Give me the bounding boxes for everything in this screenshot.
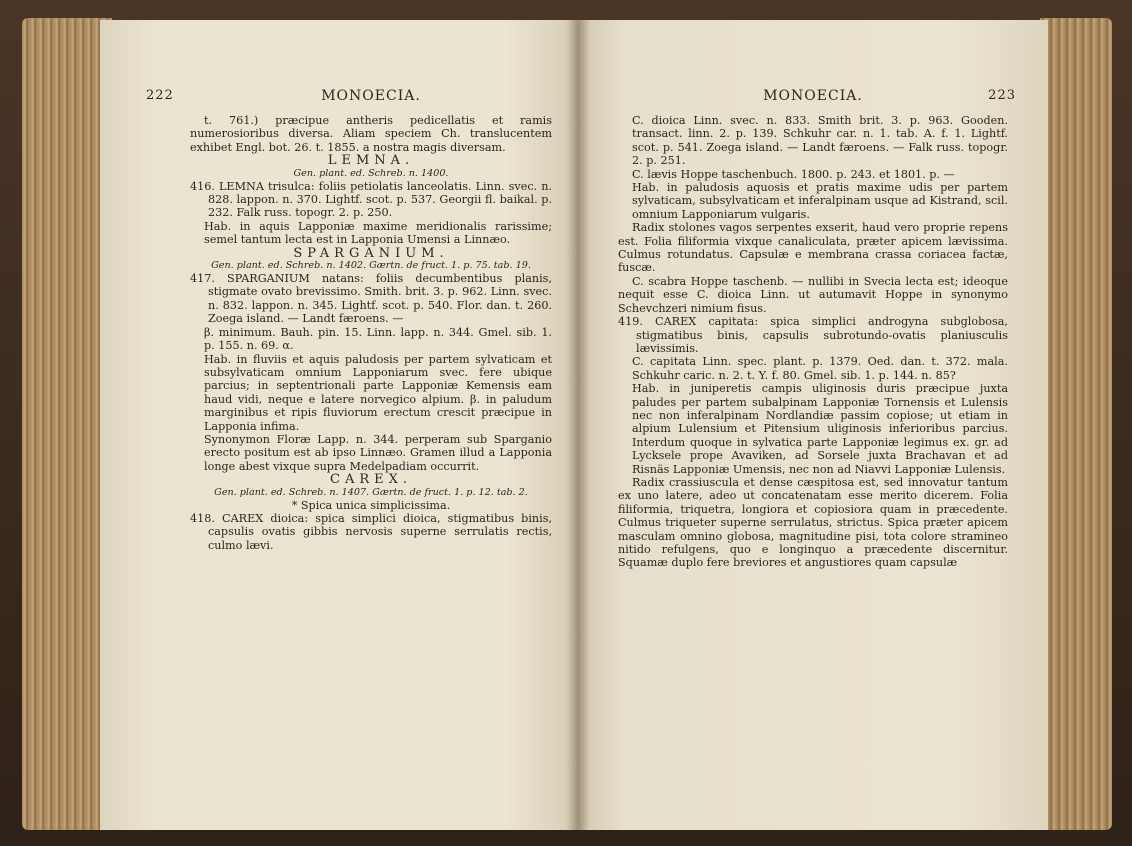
left-page-edges xyxy=(22,18,112,830)
species-entry: 417. SPARGANIUM natans: foliis decumbentibus planis, stigmate ovato brevissimo. Smith. brit. 3. p. 962. Linn. svec. n. 832. lappon. n. 345. Lightf. scot. p. 540. Flor. dan. t. 260. Zoega island. — Landt færoens. — xyxy=(190,272,552,326)
entry-detail: C. lævis Hoppe taschenbuch. 1800. p. 243. et 1801. p. — xyxy=(632,167,955,181)
left-running-head xyxy=(146,88,552,110)
genus-reference: Gen. plant. ed. Schreb. n. 1402. Gærtn. de fruct. 1. p. 75. tab. 19. xyxy=(211,260,531,272)
right-page-edges xyxy=(1040,18,1112,830)
section-note: * Spica unica simplicissima. xyxy=(291,498,451,512)
left-page-text xyxy=(190,114,552,552)
right-page-text xyxy=(618,114,1008,570)
book-gutter xyxy=(566,20,590,830)
genus-heading: LEMNA. xyxy=(327,153,415,169)
entry-detail: Hab. in juniperetis campis uliginosis duris præcipue juxta paludes per partem subalpinam Lapponiæ Tornensis et Lulensis nec non inferalpinam Nordlandiæ passim copiose; ut etiam in alpium Lulensium et Pitensium uliginosis inferioribus parcius. Interdum quoque in sylvatica parte Lapponiæ legimus ex. gr. ad Lycksele prope Avaviken, ad Sorsele juxta Brachavan et ad Risnäs Lapponiæ Umensis, nec non ad Niavvi Lapponiæ Lulensis. xyxy=(632,382,1008,476)
genus-reference: Gen. plant. ed. Schreb. n. 1407. Gærtn. de fruct. 1. p. 12. tab. 2. xyxy=(214,486,528,498)
entry-detail: Hab. in fluviis et aquis paludosis per partem sylvaticam et subsylvaticam omnium Lapponiarum svec. fere ubique parcius; in septentrionali parte Lapponiæ Kemensis eam haud vidi, neque e latere norvegico alpium. β. in paludum marginibus et ripis fluviorum erectum crescit præcipue in Lapponia infima. xyxy=(204,352,552,433)
genus-reference: Gen. plant. ed. Schreb. n. 1400. xyxy=(293,167,449,179)
paragraph: Radix stolones vagos serpentes exserit, haud vero proprie repens est. Folia filiformia vixque canaliculata, præter apicem lævissima. Culmus rotundatus. Capsulæ e membrana crassa coriacea factæ, fuscæ. xyxy=(618,221,1008,275)
paragraph: Radix crassiuscula et dense cæspitosa est, sed innovatur tantum ex uno latere, adeo ut concatenatam esse merito dicerem. Folia filiformia, triquetra, longiora et copiosiora quam in præcedente. Culmus triqueter superne serrulatus, strictus. Spica præter apicem masculam omnino globosa, magnitudine pisi, tota colore stramineo nitido refulgens, quo e longinquo a præcedente discernitur. Squamæ duplo fere breviores et angustiores quam capsulæ xyxy=(618,475,1008,570)
genus-heading: CAREX. xyxy=(330,472,412,488)
genus-heading: SPARGANIUM. xyxy=(293,245,449,261)
species-entry: 419. CAREX capitata: spica simplici androgyna subglobosa, stigmatibus binis, capsulis subrotundo-ovatis planiusculis lævissimis. xyxy=(618,315,1008,355)
entry-detail: C. capitata Linn. spec. plant. p. 1379. Oed. dan. t. 372. mala. Schkuhr caric. n. 2. t. Y. f. 80. Gmel. sib. 1. p. 144. n. 85? xyxy=(632,355,1008,382)
right-running-title: MONOECIA. xyxy=(763,88,863,104)
entry-detail: β. minimum. Bauh. pin. 15. Linn. lapp. n. 344. Gmel. sib. 1. p. 155. n. 69. α. xyxy=(204,325,552,353)
right-running-head xyxy=(618,88,1016,110)
right-page xyxy=(578,20,1048,830)
right-page-number: 223 xyxy=(988,88,1016,103)
entry-detail: Synonymon Floræ Lapp. n. 344. perperam sub Sparganio erecto positum est ab ipso Linnæo. Gramen illud a Lapponia longe abest vixque supra Medelpadiam occurrit. xyxy=(204,432,552,473)
paragraph: C. scabra Hoppe taschenb. — nullibi in Svecia lecta est; ideoque nequit esse C. dioica Linn. ut autumavit Hoppe in synonymo Schevchzeri nimium fisus. xyxy=(618,274,1008,315)
entry-detail: C. dioica Linn. svec. n. 833. Smith brit. 3. p. 963. Gooden. transact. linn. 2. p. 139. Schkuhr car. n. 1. tab. A. f. 1. Lightf. scot. p. 541. Zoega island. — Landt færoens. — Falk russ. topogr. 2. p. 251. xyxy=(632,114,1008,168)
left-page-number: 222 xyxy=(146,88,174,103)
species-entry: 416. LEMNA trisulca: foliis petiolatis lanceolatis. Linn. svec. n. 828. lappon. n. 370. Lightf. scot. p. 537. Georgii fl. baikal. p. 232. Falk russ. topogr. 2. p. 250. xyxy=(190,179,552,220)
species-entry: 418. CAREX dioica: spica simplici dioica, stigmatibus binis, capsulis ovatis gibbis nervosis superne serrulatis rectis, culmo lævi. xyxy=(190,511,552,552)
left-running-title: MONOECIA. xyxy=(321,88,421,104)
entry-detail: Hab. in paludosis aquosis et pratis maxime udis per partem sylvaticam, subsylvaticam et inferalpinam usque ad Kistrand, scil. omnium Lapponiarum vulgaris. xyxy=(632,181,1008,221)
entry-detail: Hab. in aquis Lapponiæ maxime meridionalis rarissime; semel tantum lecta est in Lapponia Umensi a Linnæo. xyxy=(204,219,552,247)
paragraph: t. 761.) præcipue antheris pedicellatis et ramis numerosioribus diversa. Aliam speciem Ch. translucentem exhibet Engl. bot. 26. t. 1855. a nostra magis diversam. xyxy=(190,114,552,154)
left-page xyxy=(100,20,578,830)
